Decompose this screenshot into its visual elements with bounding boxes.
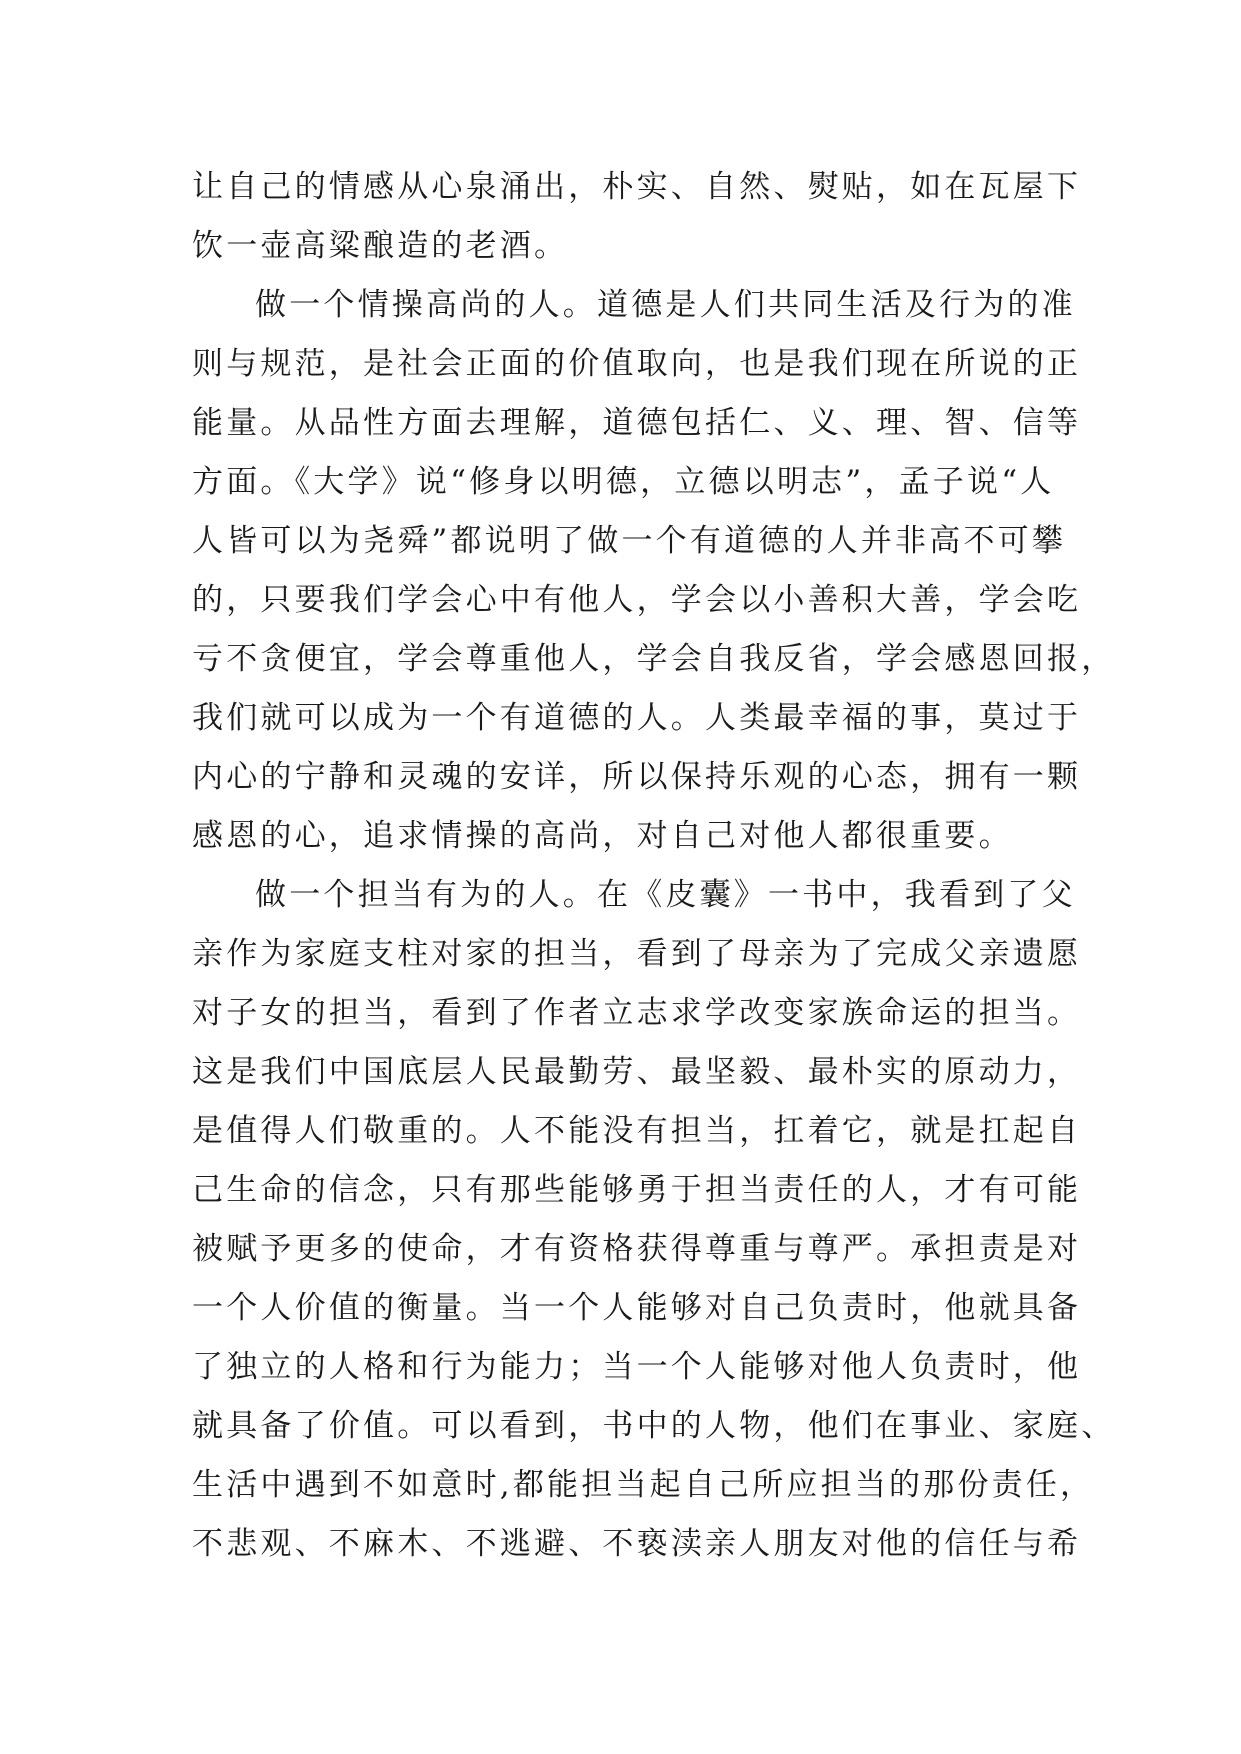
- text-line: 亏不贪便宜，学会尊重他人，学会自我反省，学会感恩回报，: [192, 641, 1116, 677]
- text-line: 了独立的人格和行为能力；当一个人能够对他人负责时，他: [192, 1349, 1082, 1385]
- text-line: 则与规范，是社会正面的价值取向，也是我们现在所说的正: [192, 346, 1082, 382]
- text-line: 能量。从品性方面去理解，道德包括仁、义、理、智、信等: [192, 405, 1082, 441]
- body-text: [192, 158, 1116, 1574]
- text-line: 己生命的信念，只有那些能够勇于担当责任的人，才有可能: [192, 1172, 1082, 1208]
- text-line: 我们就可以成为一个有道德的人。人类最幸福的事，莫过于: [192, 700, 1082, 736]
- text-line: 饮一壶高粱酿造的老酒。: [192, 228, 569, 264]
- text-line: 是值得人们敬重的。人不能没有担当，扛着它，就是扛起自: [192, 1113, 1082, 1149]
- text-line: 亲作为家庭支柱对家的担当，看到了母亲为了完成父亲遗愿: [192, 936, 1082, 972]
- text-line: 不悲观、不麻木、不逃避、不亵渎亲人朋友对他的信任与希: [192, 1526, 1082, 1562]
- text-line: 人皆可以为尧舜”都说明了做一个有道德的人并非高不可攀: [192, 523, 1067, 559]
- text-line: 方面。《大学》说“修身以明德，立德以明志”，孟子说“人: [192, 464, 1055, 500]
- paragraph-start-line: 做一个担当有为的人。在《皮囊》一书中，我看到了父: [255, 877, 1076, 913]
- text-line: 就具备了价值。可以看到，书中的人物，他们在事业、家庭、: [192, 1408, 1116, 1444]
- text-line: 感恩的心，追求情操的高尚，对自己对他人都很重要。: [192, 818, 1013, 854]
- text-line: 让自己的情感从心泉涌出，朴实、自然、熨贴，如在瓦屋下: [192, 169, 1082, 205]
- text-line: 内心的宁静和灵魂的安详，所以保持乐观的心态，拥有一颗: [192, 759, 1082, 795]
- text-line: 一个人价值的衡量。当一个人能够对自己负责时，他就具备: [192, 1290, 1082, 1326]
- text-line: 对子女的担当，看到了作者立志求学改变家族命运的担当。: [192, 995, 1082, 1031]
- text-line: 生活中遇到不如意时,都能担当起自己所应担当的那份责任，: [192, 1467, 1095, 1503]
- text-line: 这是我们中国底层人民最勤劳、最坚毅、最朴实的原动力，: [192, 1054, 1082, 1090]
- text-line: 被赋予更多的使命，才有资格获得尊重与尊严。承担责是对: [192, 1231, 1082, 1267]
- text-line: 的，只要我们学会心中有他人，学会以小善积大善，学会吃: [192, 582, 1082, 618]
- paragraph-start-line: 做一个情操高尚的人。道德是人们共同生活及行为的准: [255, 287, 1076, 323]
